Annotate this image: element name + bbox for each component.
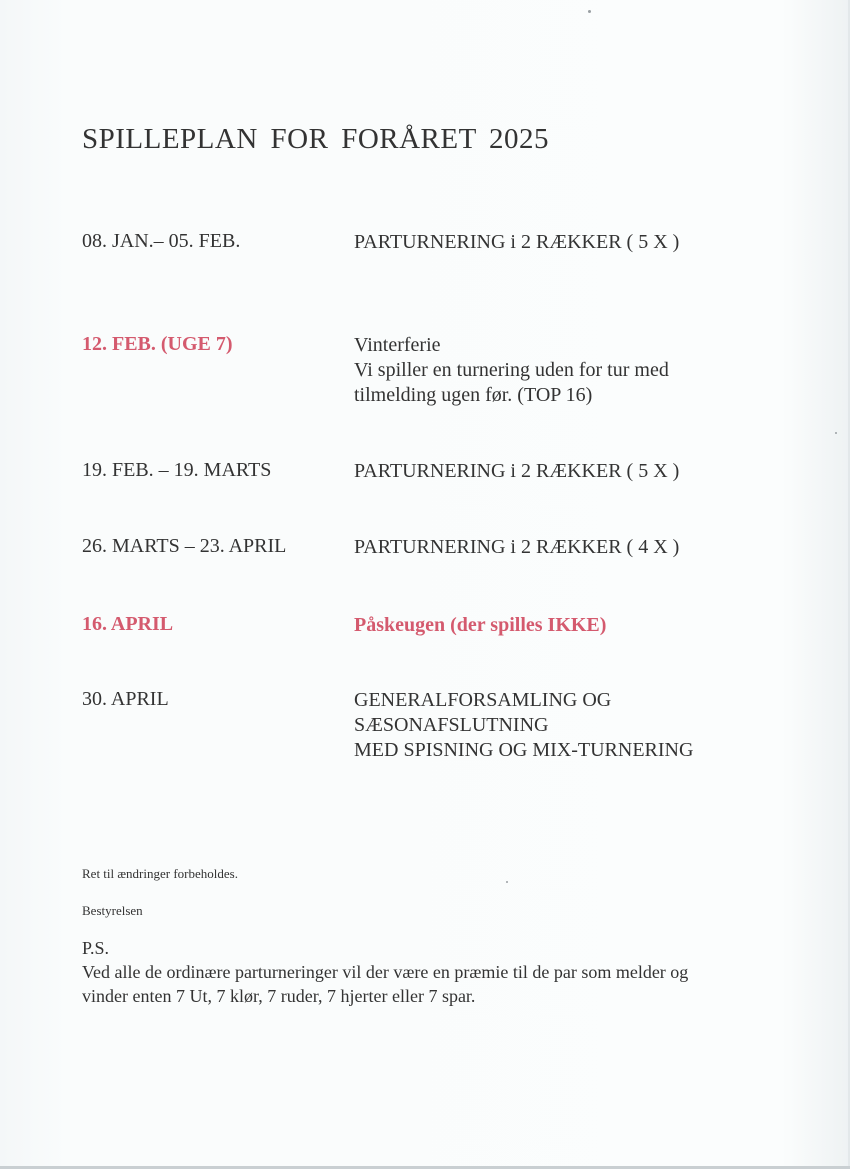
description-line: GENERALFORSAMLING OG xyxy=(354,689,612,711)
schedule-description xyxy=(354,688,693,763)
description-line: Påskeugen (der spilles IKKE) xyxy=(354,614,607,636)
description-line: Vinterferie xyxy=(354,334,441,356)
scan-speck xyxy=(506,881,508,883)
schedule-date: 30. APRIL xyxy=(82,688,169,710)
schedule-date: 26. MARTS – 23. APRIL xyxy=(82,535,287,557)
page-title: SPILLEPLAN FOR FORÅRET 2025 xyxy=(82,123,550,155)
description-line: PARTURNERING i 2 RÆKKER ( 5 X ) xyxy=(354,231,680,253)
description-line: tilmelding ugen før. (TOP 16) xyxy=(354,384,593,406)
schedule-description-highlighted xyxy=(354,613,606,638)
ps-line: Ved alle de ordinære parturneringer vil der være en præmie til de par som melder og xyxy=(82,962,689,982)
postscript xyxy=(82,936,688,1008)
scan-speck xyxy=(835,432,837,434)
description-line: MED SPISNING OG MIX-TURNERING xyxy=(354,739,694,761)
description-line: PARTURNERING i 2 RÆKKER ( 4 X ) xyxy=(354,536,680,558)
schedule-date-highlighted: 12. FEB. (UGE 7) xyxy=(82,333,233,355)
schedule-date-highlighted: 16. APRIL xyxy=(82,613,174,635)
schedule-description xyxy=(354,459,679,484)
schedule-date: 19. FEB. – 19. MARTS xyxy=(82,459,272,481)
schedule-description xyxy=(354,230,679,255)
description-line: PARTURNERING i 2 RÆKKER ( 5 X ) xyxy=(354,460,680,482)
signature-text: Bestyrelsen xyxy=(82,903,143,918)
schedule-description xyxy=(354,535,679,560)
disclaimer-text: Ret til ændringer forbeholdes. xyxy=(82,866,238,881)
scan-speck xyxy=(588,10,591,13)
schedule-date: 08. JAN.– 05. FEB. xyxy=(82,230,241,252)
schedule-description xyxy=(354,333,669,408)
ps-label: P.S. xyxy=(82,938,110,958)
ps-line: vinder enten 7 Ut, 7 klør, 7 ruder, 7 hjerter eller 7 spar. xyxy=(82,986,476,1006)
description-line: Vi spiller en turnering uden for tur med xyxy=(354,359,669,381)
description-line: SÆSONAFSLUTNING xyxy=(354,714,549,736)
